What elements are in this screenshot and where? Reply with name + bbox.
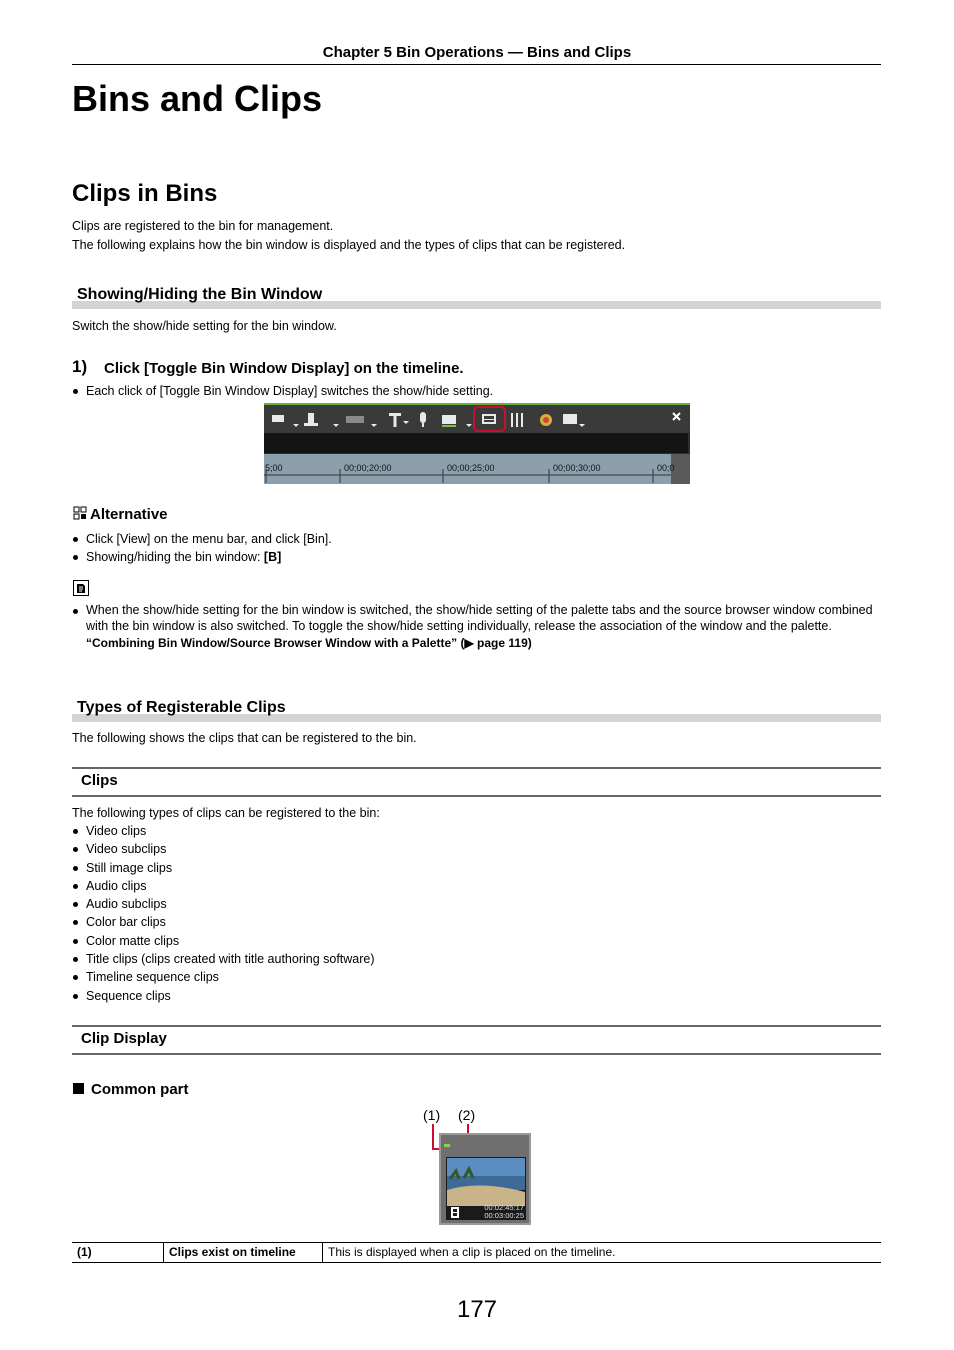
ruler-tick-label: 5;00 — [265, 463, 283, 473]
sequence-icon — [442, 415, 456, 424]
table-cell-desc: This is displayed when a clip is placed on the timeline. — [322, 1243, 615, 1262]
list-item: Audio clips — [72, 877, 375, 895]
table-row — [72, 1242, 881, 1263]
alternative-heading: Alternative — [90, 506, 168, 523]
link-text: “Combining Bin Window/Source Browser Window with a Palette” ( — [86, 635, 465, 650]
list-item-text: Showing/hiding the bin window: — [86, 550, 264, 565]
step-text: Click [Toggle Bin Window Display] on the timeline. — [104, 360, 464, 377]
list-item — [72, 548, 332, 566]
list-item — [72, 602, 881, 651]
running-header: Chapter 5 Bin Operations — Bins and Clips — [322, 44, 632, 61]
ruler-tick-label: 00;0 — [657, 463, 675, 473]
list-item: Color matte clips — [72, 932, 375, 950]
clip-types-list — [72, 822, 375, 1005]
clip-display-heading-box — [72, 1025, 881, 1055]
list-item: Each click of [Toggle Bin Window Display] switches the show/hide setting. — [72, 382, 493, 400]
list-item: Audio subclips — [72, 895, 375, 913]
subsection-types — [72, 700, 881, 724]
list-item: Video clips — [72, 822, 375, 840]
list-item: Color bar clips — [72, 913, 375, 931]
timeline-toolbar-graphic — [264, 403, 690, 484]
note-list — [72, 602, 881, 651]
panel-layout-icon — [563, 414, 577, 424]
showhide-desc: Switch the show/hide setting for the bin window. — [72, 319, 337, 333]
subsection-showhide — [72, 287, 881, 311]
list-item: Still image clips — [72, 859, 375, 877]
page-title: Bins and Clips — [72, 78, 323, 119]
square-bullet-icon — [73, 1083, 84, 1094]
common-part-heading: Common part — [91, 1081, 189, 1098]
callout-2: (2) — [458, 1107, 476, 1123]
step-number: 1) — [72, 357, 88, 376]
step-bullets — [72, 382, 493, 400]
alternative-list — [72, 530, 332, 567]
list-item: Sequence clips — [72, 987, 375, 1005]
timeline-screenshot — [264, 403, 690, 484]
book-icon — [346, 416, 364, 423]
shortcut-key: [B] — [263, 550, 282, 565]
microphone-icon — [420, 412, 426, 423]
cross-reference-link[interactable] — [86, 636, 532, 650]
link-page: page 119) — [473, 635, 532, 650]
triangle-icon: ▶ — [464, 635, 474, 650]
timecode-in: 00:02:45:17 — [484, 1203, 524, 1212]
film-icon — [451, 1207, 459, 1218]
subsection-title: Showing/Hiding the Bin Window — [77, 286, 323, 303]
intro-line-1: Clips are registered to the bin for management. — [72, 219, 334, 233]
intro-line-2: The following explains how the bin window is displayed and the types of clips that can be registered. — [72, 238, 626, 252]
note-icon — [73, 580, 89, 596]
page-number: 177 — [456, 1296, 498, 1323]
mixer-icon — [511, 413, 513, 427]
timecode-out: 00:03:00:25 — [484, 1211, 524, 1220]
callout-1: (1) — [423, 1107, 441, 1123]
list-item: Timeline sequence clips — [72, 968, 375, 986]
clips-intro: The following types of clips can be registered to the bin: — [72, 806, 380, 820]
table-cell-name: Clips exist on timeline — [163, 1243, 296, 1262]
clip-display-heading: Clip Display — [81, 1030, 167, 1047]
ruler-tick-label: 00;00;30;00 — [553, 463, 601, 473]
note-text: When the show/hide setting for the bin window is switched, the show/hide setting of the palette tabs and the source browser window combined with the bin window is also switched. To toggle the show/hide setting individually, release the association of the window and the palette. — [86, 603, 873, 634]
types-desc: The following shows the clips that can be registered to the bin. — [72, 731, 417, 745]
clips-heading: Clips — [81, 772, 118, 789]
section-heading: Clips in Bins — [72, 180, 218, 207]
list-item: Title clips (clips created with title authoring software) — [72, 950, 375, 968]
export-icon — [272, 415, 284, 422]
header-rule — [72, 64, 881, 65]
table-cell-num: (1) — [77, 1245, 92, 1259]
subsection-title: Types of Registerable Clips — [77, 699, 286, 716]
alternative-icon — [73, 506, 87, 520]
list-item: Video subclips — [72, 840, 375, 858]
clip-thumbnail-graphic — [420, 1124, 535, 1226]
list-item: Click [View] on the menu bar, and click [Bin]. — [72, 530, 332, 548]
clips-heading-box — [72, 767, 881, 797]
ruler-tick-label: 00;00;25;00 — [447, 463, 495, 473]
ruler-tick-label: 00;00;20;00 — [344, 463, 392, 473]
